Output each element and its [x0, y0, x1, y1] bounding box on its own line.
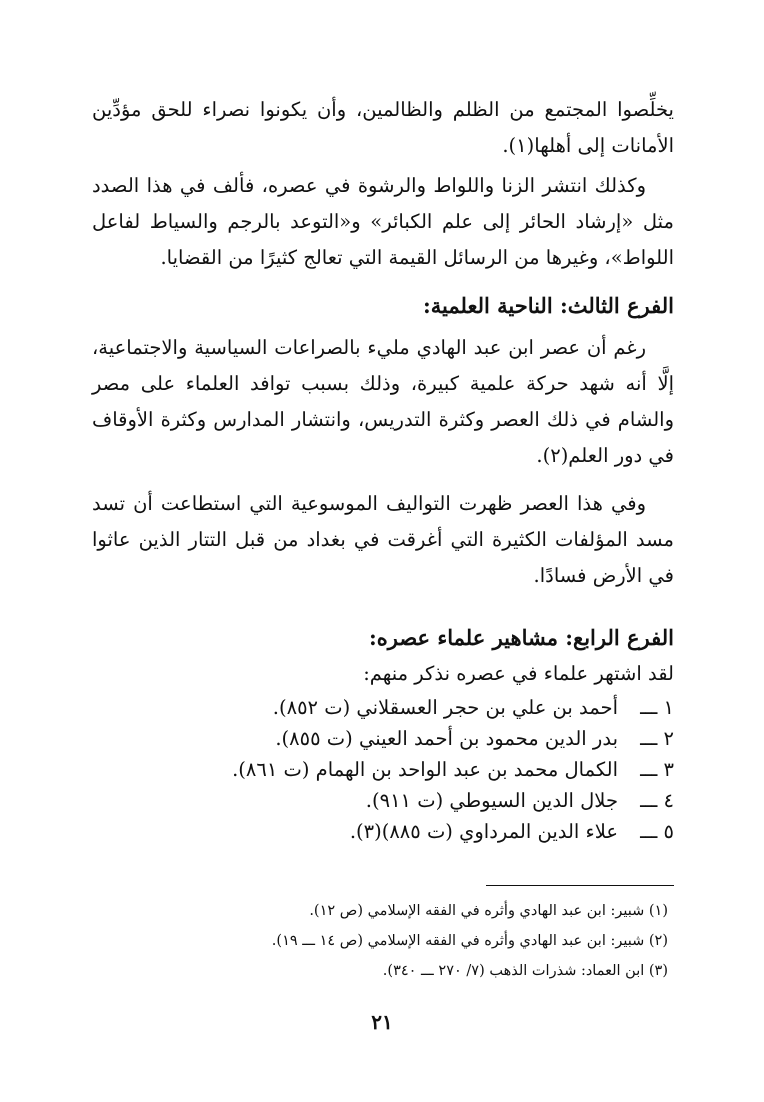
list-item-number: ٢ ـــ — [640, 727, 674, 750]
footnote-divider — [486, 885, 674, 886]
list-item — [92, 816, 674, 847]
list-item — [92, 754, 674, 785]
section-heading-3 — [92, 288, 674, 324]
paragraph-2-text: وكذلك انتشر الزنا واللواط والرشوة في عصره، فألف في هذا الصدد مثل «إرشاد الحائر إلى علم الكبائر» و«التوعد بالرجم والسياط لفاعل اللواط»، وغيرها من الرسائل القيمة التي تعالج كثيرًا من القضايا. — [92, 174, 674, 269]
footnote-3: (٣) ابن العماد: شذرات الذهب (٧/ ٢٧٠ ـــ ٣٤٠). — [382, 963, 668, 979]
section-heading-4 — [92, 620, 674, 656]
list-item-text: جلال الدين السيوطي (ت ٩١١). — [365, 789, 618, 812]
list-item — [92, 785, 674, 816]
paragraph-1 — [92, 92, 674, 164]
scholars-intro — [92, 658, 674, 689]
paragraph-4-text: وفي هذا العصر ظهرت التواليف الموسوعية التي استطاعت أن تسد مسد المؤلفات الكثيرة التي أغرقت في بغداد من قبل التتار الذين عاثوا في الأرض فسادًا. — [92, 492, 674, 587]
heading-famous-scholars: الفرع الرابع: مشاهير علماء عصره: — [368, 625, 674, 650]
paragraph-3 — [92, 330, 674, 474]
list-item — [92, 692, 674, 723]
paragraph-1-line-2: الأمانات إلى أهلها(١). — [502, 134, 674, 157]
paragraph-4 — [92, 486, 674, 594]
footnote-2: (٢) شبير: ابن عبد الهادي وأثره في الفقه الإسلامي (ص ١٤ ـــ ١٩). — [271, 933, 668, 949]
heading-scientific-aspect: الفرع الثالث: الناحية العلمية: — [423, 293, 674, 318]
list-item-text: الكمال محمد بن عبد الواحد بن الهمام (ت ٨٦١). — [232, 758, 618, 781]
scholars-intro-text: لقد اشتهر علماء في عصره نذكر منهم: — [363, 662, 674, 685]
list-item-number: ٣ ـــ — [640, 758, 674, 781]
paragraph-1-line-1: يخلِّصوا المجتمع من الظلم والظالمين، وأن يكونوا نصراء للحق مؤدِّين — [92, 98, 674, 121]
page-number: ٢١ — [371, 1010, 393, 1034]
list-item-text: علاء الدين المرداوي (ت ٨٨٥)(٣). — [349, 820, 618, 843]
list-item-number: ٤ ـــ — [640, 789, 674, 812]
paragraph-3-text: رغم أن عصر ابن عبد الهادي مليء بالصراعات السياسية والاجتماعية، إلَّا أنه شهد حركة علمية كبيرة، وذلك بسبب توافد العلماء على مصر والشام في ذلك العصر وكثرة التدريس، وانتشار المدارس وكثرة الأوقاف في دور العلم(٢). — [92, 336, 674, 467]
list-item — [92, 723, 674, 754]
scholars-list — [92, 692, 674, 847]
paragraph-2 — [92, 168, 674, 276]
footnote-1: (١) شبير: ابن عبد الهادي وأثره في الفقه الإسلامي (ص ١٢). — [309, 903, 668, 919]
list-item-text: أحمد بن علي بن حجر العسقلاني (ت ٨٥٢). — [272, 696, 618, 719]
list-item-number: ٥ ـــ — [640, 820, 674, 843]
list-item-text: بدر الدين محمود بن أحمد العيني (ت ٨٥٥). — [275, 727, 618, 750]
list-item-number: ١ ـــ — [640, 696, 674, 719]
